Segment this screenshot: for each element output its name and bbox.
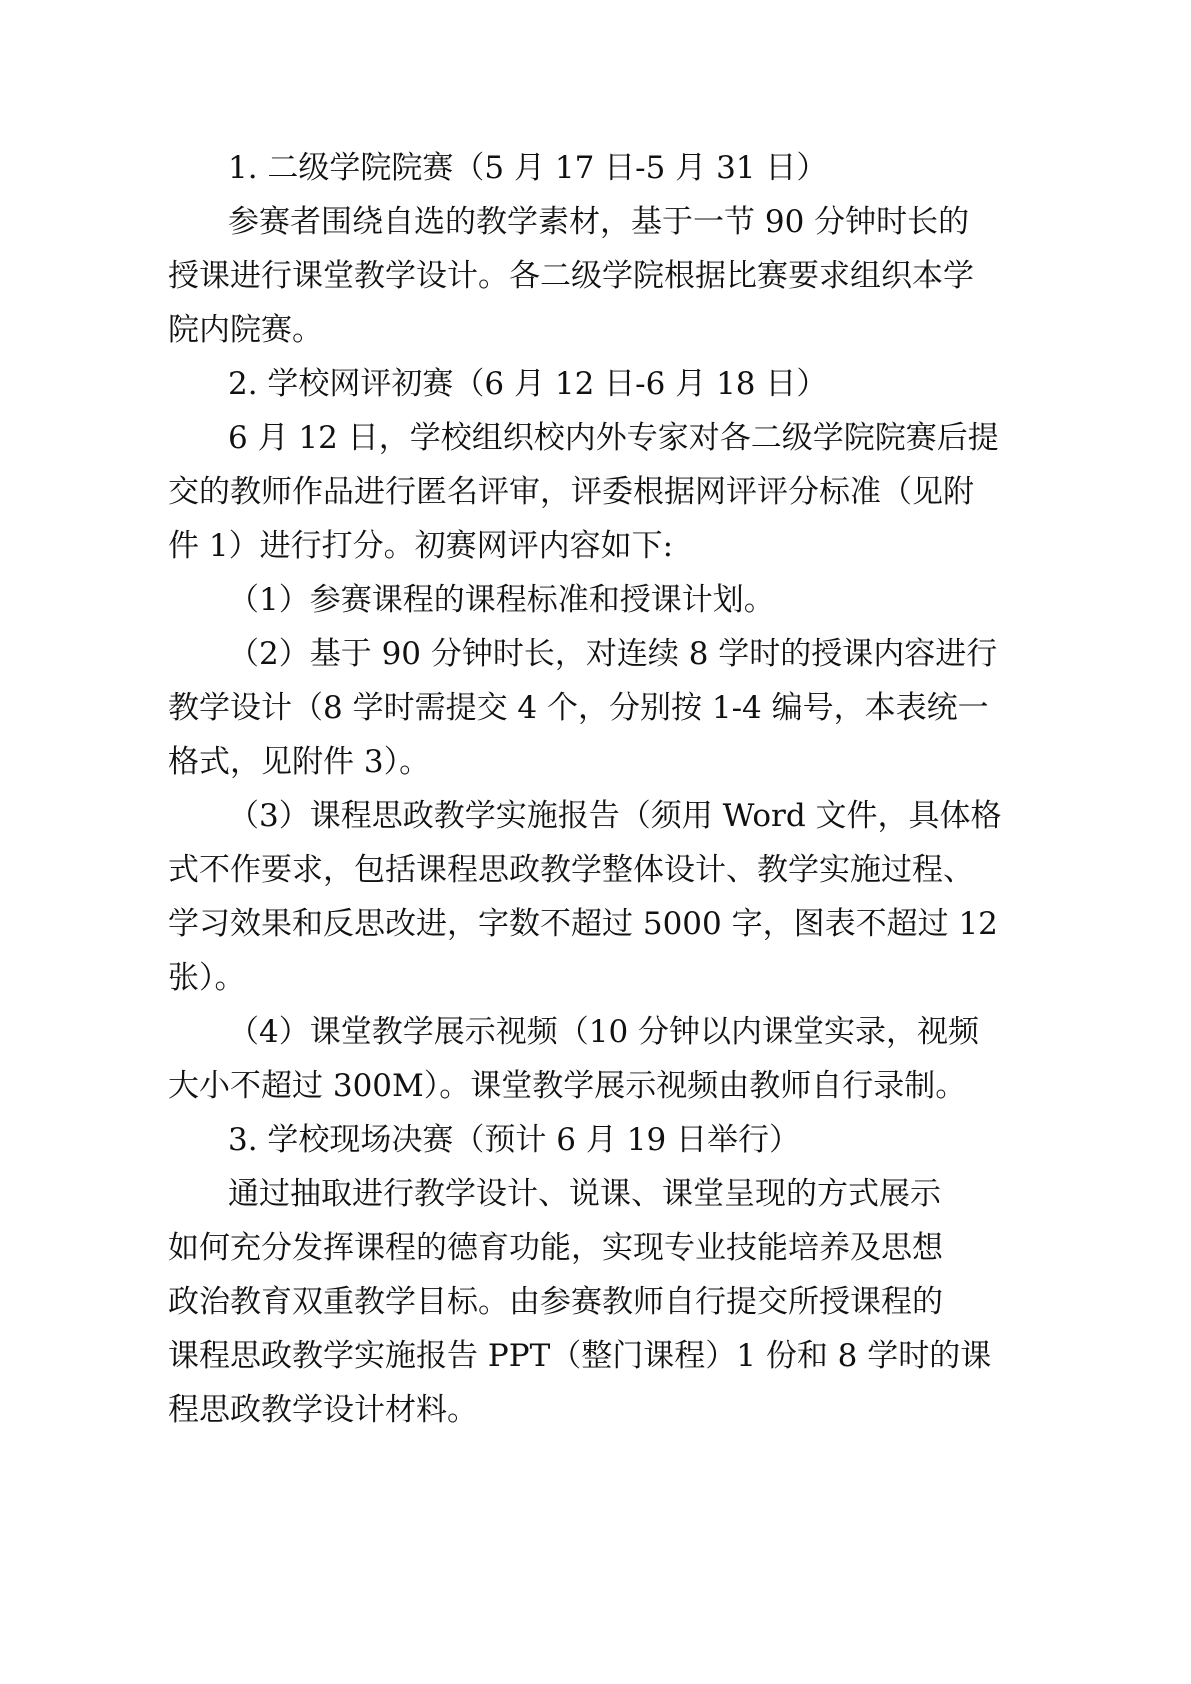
list-item-4: （4）课堂教学展示视频（10 分钟以内课堂实录，视频 [228,1014,980,1050]
paragraph-line: 学习效果和反思改进，字数不超过 5000 字，图表不超过 12 [168,906,998,942]
paragraph-line: 政治教育双重教学目标。由参赛教师自行提交所授课程的 [168,1284,943,1320]
list-item-3: （3）课程思政教学实施报告（须用 Word 文件，具体格 [228,798,1002,834]
section-heading-1: 1. 二级学院院赛（5 月 17 日-5 月 31 日） [228,150,828,186]
paragraph-line: 式不作要求，包括课程思政教学整体设计、教学实施过程、 [168,852,974,888]
paragraph-line: 教学设计（8 学时需提交 4 个，分别按 1-4 编号，本表统一 [168,690,989,726]
section-heading-2: 2. 学校网评初赛（6 月 12 日-6 月 18 日） [228,366,828,402]
paragraph-line: 如何充分发挥课程的德育功能，实现专业技能培养及思想 [168,1230,943,1266]
paragraph-line: 张）。 [168,960,246,996]
paragraph-line: 参赛者围绕自选的教学素材，基于一节 90 分钟时长的 [228,204,970,240]
paragraph-line: 件 1）进行打分。初赛网评内容如下: [168,528,674,564]
paragraph-line: 通过抽取进行教学设计、说课、课堂呈现的方式展示 [228,1176,941,1212]
list-item-1: （1）参赛课程的课程标准和授课计划。 [228,582,775,618]
paragraph-line: 院内院赛。 [168,312,323,348]
paragraph-line: 6 月 12 日，学校组织校内外专家对各二级学院院赛后提 [228,420,999,456]
section-heading-3: 3. 学校现场决赛（预计 6 月 19 日举行） [228,1122,801,1158]
paragraph-line: 交的教师作品进行匿名评审，评委根据网评评分标准（见附 [168,474,974,510]
paragraph-line: 大小不超过 300M）。课堂教学展示视频由教师自行录制。 [168,1068,967,1104]
paragraph-line: 格式，见附件 3）。 [168,744,431,780]
paragraph-line: 程思政教学设计材料。 [168,1392,478,1428]
paragraph-line: 课程思政教学实施报告 PPT（整门课程）1 份和 8 学时的课 [168,1338,992,1374]
paragraph-line: 授课进行课堂教学设计。各二级学院根据比赛要求组织本学 [168,258,974,294]
list-item-2: （2）基于 90 分钟时长，对连续 8 学时的授课内容进行 [228,636,998,672]
